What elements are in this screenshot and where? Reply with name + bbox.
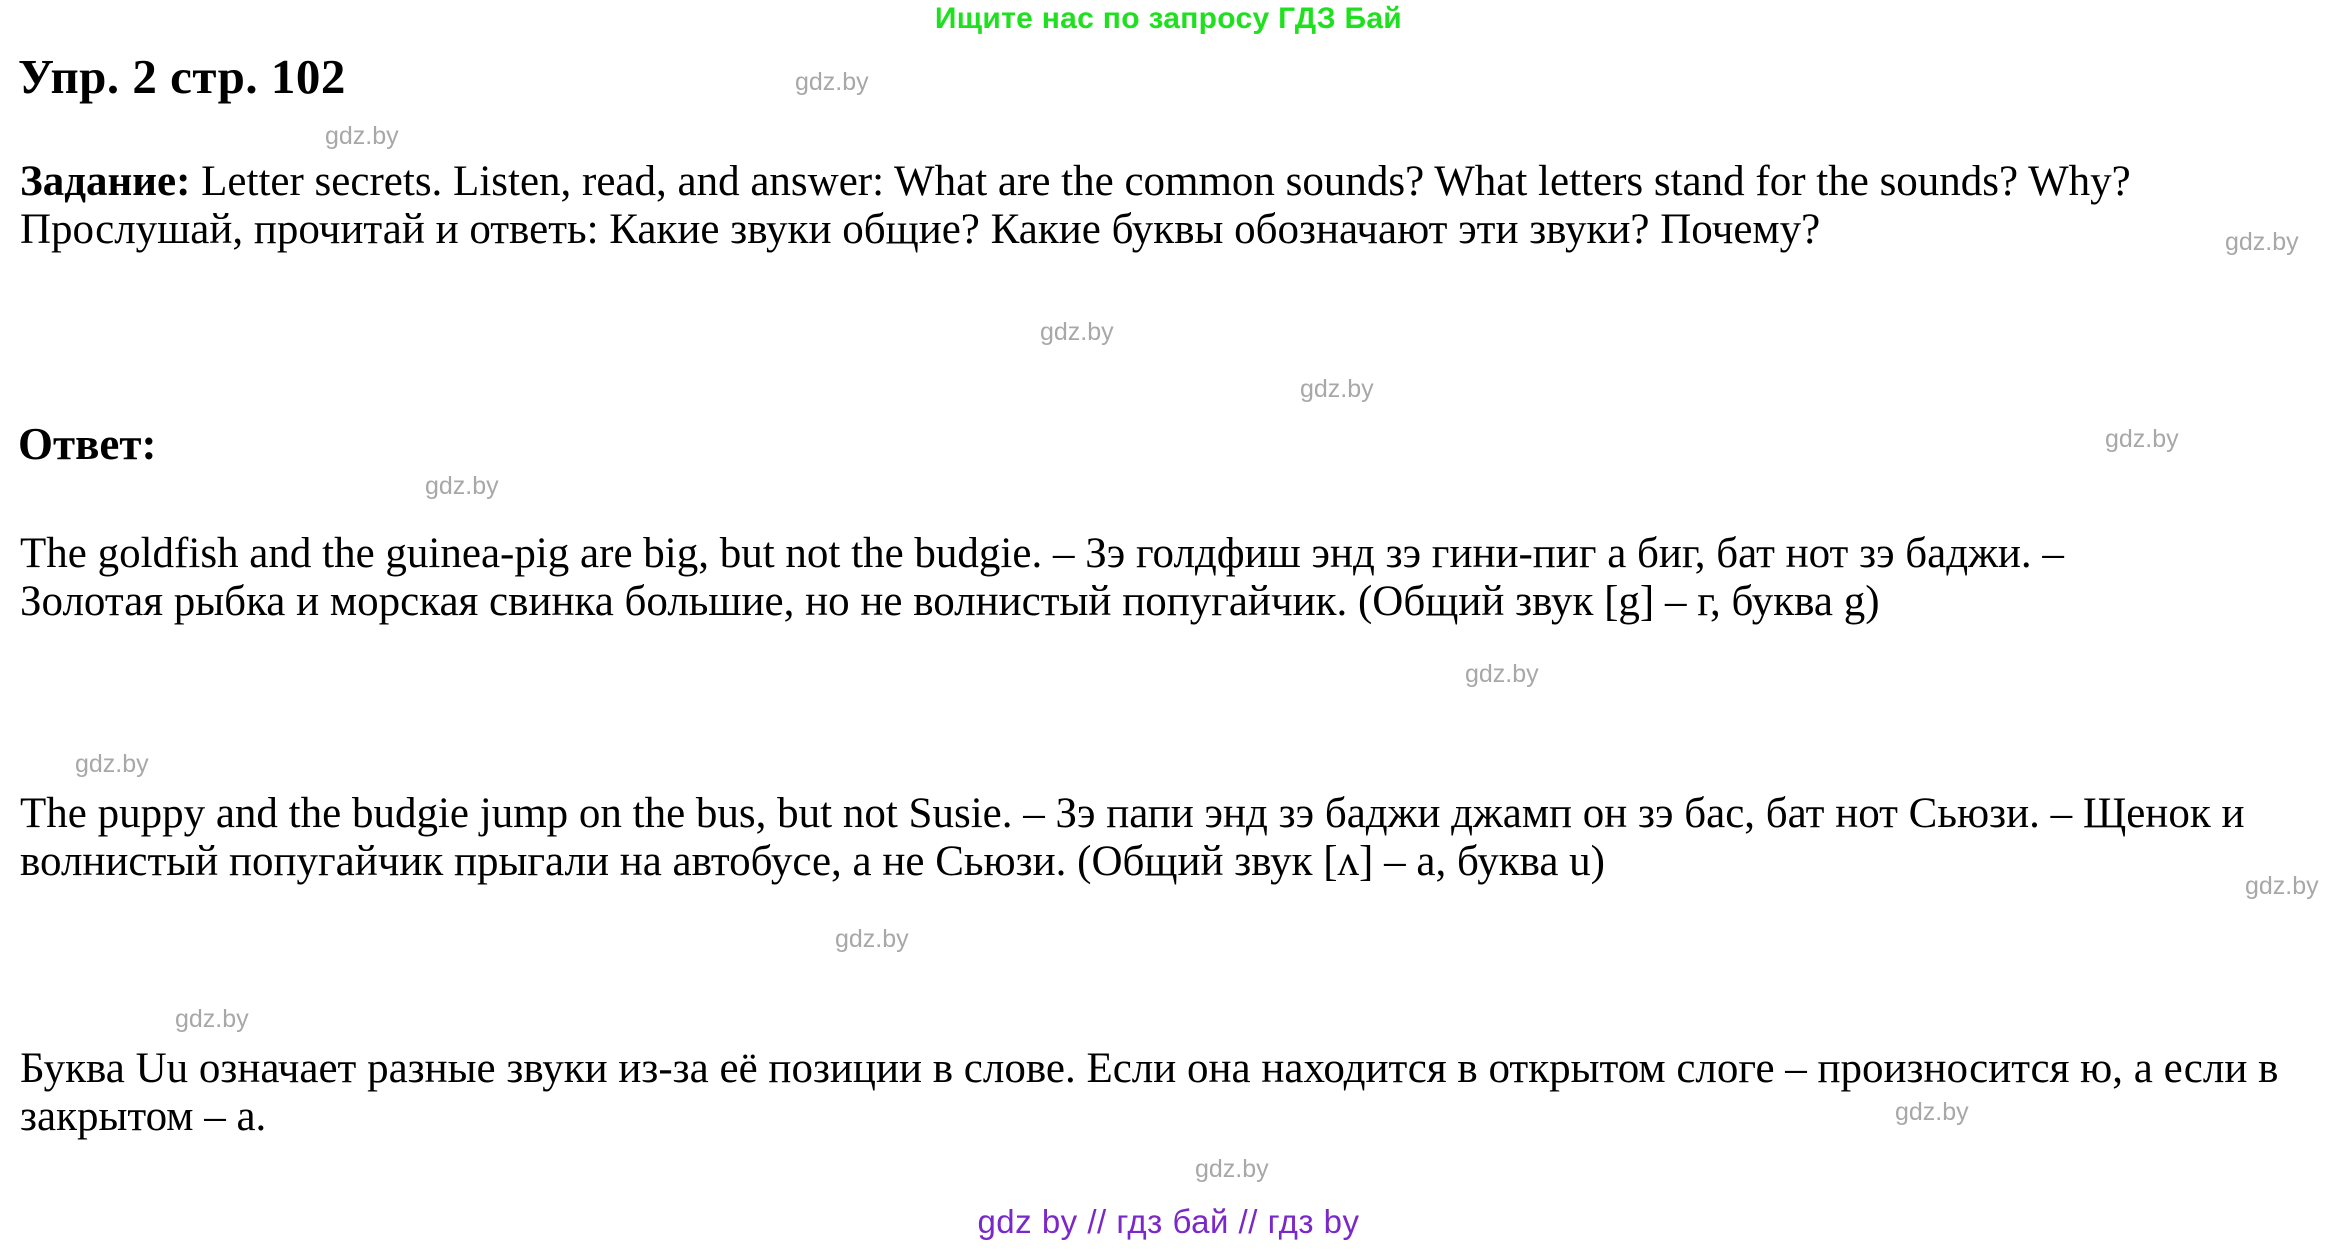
paragraph-dash: – (1012, 790, 1056, 837)
paragraph-dash: – (2039, 790, 2083, 837)
watermark-text: gdz.by (835, 925, 909, 953)
watermark-text: gdz.by (1300, 375, 1374, 403)
paragraph-translation: Щенок и волнистый попугайчик прыгали на автобусе, а не Сьюзи. (20, 790, 2245, 886)
watermark-text: gdz.by (1895, 1098, 1969, 1126)
site-footer: gdz by // гдз бай // гдз by (977, 1203, 1360, 1240)
paragraph-transcription: Зэ голдфиш энд зэ гини-пиг а биг, бат нот зэ баджи. (1085, 530, 2032, 577)
paragraph-explanation: Буква Uu означает разные звуки из-за её позиции в слове. Если она находится в открытом слоге – произносится ю, а если в закрытом – а. (20, 1045, 2279, 1141)
task-text-english: Letter secrets. Listen, read, and answer: What are the common sounds? What letters stand for the sounds? Why? (201, 158, 2131, 205)
task-label: Задание: (20, 158, 191, 205)
watermark-text: gdz.by (1195, 1155, 1269, 1183)
paragraph-english: The goldfish and the guinea-pig are big, but not the budgie. (20, 530, 1043, 577)
task-text-russian: Прослушай, прочитай и ответь: Какие звуки общие? Какие буквы обозначают эти звуки? Почему? (20, 206, 1821, 254)
paragraph-english: The puppy and the budgie jump on the bus, but not Susie. (20, 790, 1013, 837)
watermark-text: gdz.by (2105, 425, 2179, 453)
answer-paragraph-3 (20, 1045, 2290, 1141)
paragraph-translation: Золотая рыбка и морская свинка большие, но не волнистый попугайчик. (20, 578, 1348, 626)
paragraph-dash: – (1042, 530, 1086, 577)
watermark-text: gdz.by (2245, 872, 2319, 900)
watermark-text: gdz.by (795, 68, 869, 96)
page-title: Упр. 2 стр. 102 (18, 49, 346, 104)
site-promo-banner: Ищите нас по запросу ГДЗ Бай (934, 2, 1403, 35)
task-section (20, 158, 2290, 254)
watermark-text: gdz.by (1465, 660, 1539, 688)
answer-paragraph-2 (20, 790, 2310, 886)
answer-paragraph-1 (20, 530, 2200, 626)
watermark-text: gdz.by (325, 122, 399, 150)
watermark-text: gdz.by (1040, 318, 1114, 346)
watermark-text: gdz.by (425, 472, 499, 500)
watermark-text: gdz.by (175, 1005, 249, 1033)
paragraph-sound-note: (Общий звук [g] – г, буква g) (1357, 578, 1880, 626)
paragraph-transcription: Зэ папи энд зэ баджи джамп он зэ бас, бат нот Сьюзи. (1055, 790, 2040, 837)
paragraph-sound-note: (Общий звук [ʌ] – а, буква u) (1077, 838, 1605, 886)
watermark-text: gdz.by (2225, 228, 2299, 256)
watermark-text: gdz.by (75, 750, 149, 778)
paragraph-dash: – (2031, 530, 2064, 577)
answer-label: Ответ: (18, 419, 157, 469)
